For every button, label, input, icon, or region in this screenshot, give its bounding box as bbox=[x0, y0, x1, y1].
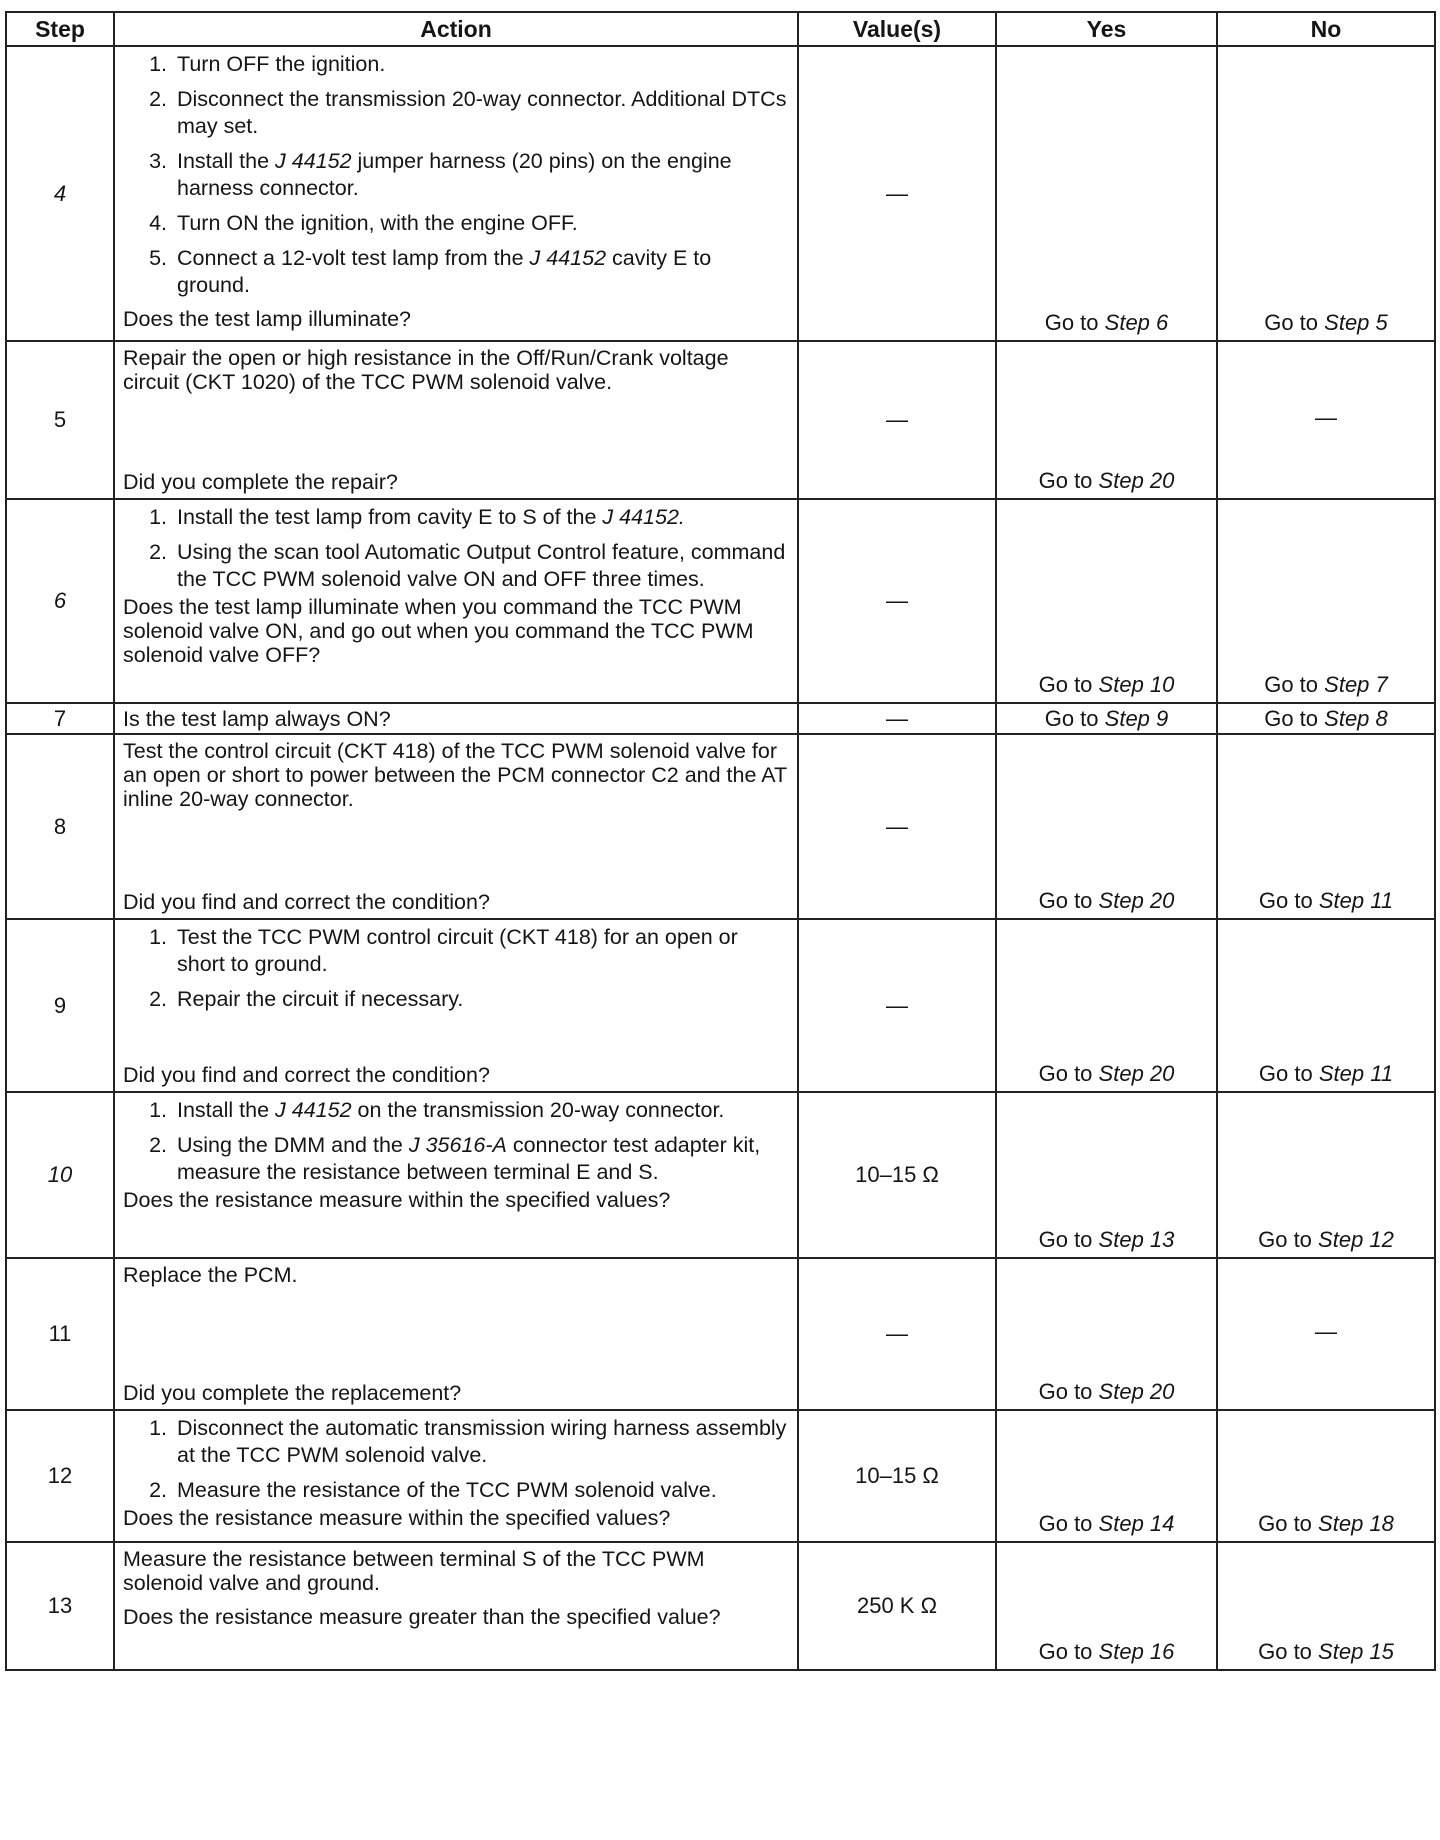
action-item: Connect a 12-volt test lamp from the J 44152 cavity E to ground. bbox=[177, 246, 712, 297]
step-number: 8 bbox=[6, 734, 114, 919]
table-row bbox=[6, 499, 1435, 703]
action-item: Using the scan tool Automatic Output Control feature, command the TCC PWM solenoid valve ON and OFF three times. bbox=[177, 540, 786, 591]
no-cell: Go to Step 11 bbox=[1217, 734, 1435, 919]
no-cell: Go to Step 15 bbox=[1217, 1542, 1435, 1670]
action-item: Measure the resistance of the TCC PWM solenoid valve. bbox=[177, 1478, 717, 1502]
value-cell: 250 K Ω bbox=[798, 1542, 996, 1670]
action-item: Test the TCC PWM control circuit (CKT 418) for an open or short to ground. bbox=[177, 925, 738, 976]
step-number: 13 bbox=[6, 1542, 114, 1670]
item-number: 2. bbox=[149, 1478, 167, 1502]
action-text: Repair the open or high resistance in the Off/Run/Crank voltage circuit (CKT 1020) of the TCC PWM solenoid valve. bbox=[123, 346, 729, 394]
question: Did you complete the repair? bbox=[123, 470, 398, 494]
question: Does the resistance measure within the specified values? bbox=[123, 1506, 671, 1530]
action-text: Replace the PCM. bbox=[123, 1263, 298, 1287]
header-step: Step bbox=[6, 12, 114, 46]
header-action: Action bbox=[114, 12, 798, 46]
yes-link[interactable]: Step 13 bbox=[1098, 1227, 1175, 1252]
no-link[interactable]: Step 12 bbox=[1318, 1227, 1394, 1252]
no-cell: — bbox=[1217, 341, 1435, 499]
no-link[interactable]: Step 8 bbox=[1324, 705, 1388, 731]
action-item: Install the J 44152 on the transmission 20-way connector. bbox=[177, 1098, 725, 1122]
action-cell bbox=[114, 734, 798, 919]
yes-cell: Go to Step 20 bbox=[996, 341, 1217, 499]
header-yes: Yes bbox=[996, 12, 1217, 46]
step-number: 7 bbox=[6, 703, 114, 734]
action-text: Measure the resistance between terminal S of the TCC PWM solenoid valve and ground. bbox=[123, 1547, 705, 1595]
header-row bbox=[6, 12, 1435, 46]
tool-number: J 44152 bbox=[275, 1098, 352, 1122]
diagnostic-table bbox=[5, 11, 1436, 1671]
no-cell: Go to Step 8 bbox=[1217, 703, 1435, 734]
item-number: 3. bbox=[149, 149, 167, 173]
tool-number: J 44152 bbox=[529, 246, 607, 270]
item-number: 4. bbox=[149, 211, 167, 235]
item-number: 2. bbox=[149, 987, 167, 1011]
diagnostic-table-page bbox=[5, 11, 1434, 1671]
question: Is the test lamp always ON? bbox=[123, 706, 391, 731]
action-cell bbox=[114, 1258, 798, 1410]
step-number: 5 bbox=[6, 341, 114, 499]
step-number: 11 bbox=[6, 1258, 114, 1410]
table-row bbox=[6, 46, 1435, 341]
yes-cell: Go to Step 20 bbox=[996, 734, 1217, 919]
no-link[interactable]: Step 11 bbox=[1318, 1061, 1394, 1086]
action-item: Install the J 44152 jumper harness (20 pins) on the engine harness connector. bbox=[177, 149, 732, 200]
action-cell bbox=[114, 499, 798, 703]
value-cell: — bbox=[798, 734, 996, 919]
item-number: 1. bbox=[149, 925, 167, 949]
question: Did you find and correct the condition? bbox=[123, 890, 490, 914]
header-values: Value(s) bbox=[798, 12, 996, 46]
action-cell bbox=[114, 1542, 798, 1670]
yes-cell: Go to Step 14 bbox=[996, 1410, 1217, 1542]
item-number: 2. bbox=[149, 540, 167, 564]
action-cell bbox=[114, 1092, 798, 1258]
tool-number: J 44152. bbox=[602, 505, 685, 529]
table-row bbox=[6, 703, 1435, 734]
item-number: 2. bbox=[149, 87, 167, 111]
action-cell bbox=[114, 46, 798, 341]
no-cell: — bbox=[1217, 1258, 1435, 1410]
no-link[interactable]: Step 5 bbox=[1324, 310, 1388, 335]
no-link[interactable]: Step 7 bbox=[1324, 672, 1388, 697]
item-number: 1. bbox=[149, 52, 167, 76]
value-cell: 10–15 Ω bbox=[798, 1092, 996, 1258]
action-item: Install the test lamp from cavity E to S of the J 44152. bbox=[177, 505, 685, 529]
action-cell bbox=[114, 341, 798, 499]
question: Did you complete the replacement? bbox=[123, 1381, 462, 1405]
step-number: 12 bbox=[6, 1410, 114, 1542]
table-row bbox=[6, 1258, 1435, 1410]
value-cell: — bbox=[798, 703, 996, 734]
no-cell: Go to Step 5 bbox=[1217, 46, 1435, 341]
yes-link[interactable]: Step 16 bbox=[1098, 1639, 1175, 1664]
table-row bbox=[6, 1092, 1435, 1258]
action-item: Repair the circuit if necessary. bbox=[177, 987, 464, 1011]
value-cell: — bbox=[798, 341, 996, 499]
action-cell bbox=[114, 1410, 798, 1542]
step-number: 6 bbox=[6, 499, 114, 703]
no-cell: Go to Step 12 bbox=[1217, 1092, 1435, 1258]
yes-link[interactable]: Step 14 bbox=[1098, 1511, 1175, 1536]
item-number: 1. bbox=[149, 505, 167, 529]
table-row bbox=[6, 734, 1435, 919]
yes-cell: Go to Step 10 bbox=[996, 499, 1217, 703]
question: Did you find and correct the condition? bbox=[123, 1063, 490, 1087]
value-cell: — bbox=[798, 919, 996, 1092]
action-cell bbox=[114, 919, 798, 1092]
tool-number: J 35616-A bbox=[408, 1133, 507, 1157]
action-item: Using the DMM and the J 35616-A connector test adapter kit, measure the resistance between terminal E and S. bbox=[177, 1133, 761, 1184]
value-cell: — bbox=[798, 1258, 996, 1410]
yes-link[interactable]: Step 9 bbox=[1104, 705, 1169, 731]
item-number: 1. bbox=[149, 1416, 167, 1440]
yes-cell: Go to Step 6 bbox=[996, 46, 1217, 341]
step-number: 4 bbox=[6, 46, 114, 341]
yes-link[interactable]: Step 20 bbox=[1098, 1379, 1175, 1404]
yes-cell: Go to Step 20 bbox=[996, 1258, 1217, 1410]
value-cell: 10–15 Ω bbox=[798, 1410, 996, 1542]
yes-cell: Go to Step 20 bbox=[996, 919, 1217, 1092]
no-cell: Go to Step 18 bbox=[1217, 1410, 1435, 1542]
action-item: Disconnect the automatic transmission wiring harness assembly at the TCC PWM solenoid valve. bbox=[177, 1416, 787, 1467]
no-link[interactable]: Step 15 bbox=[1318, 1639, 1394, 1664]
question: Does the test lamp illuminate? bbox=[123, 307, 412, 331]
action-item: Disconnect the transmission 20-way connector. Additional DTCs may set. bbox=[177, 87, 787, 138]
item-number: 1. bbox=[149, 1098, 167, 1122]
no-cell: Go to Step 7 bbox=[1217, 499, 1435, 703]
table-row bbox=[6, 1542, 1435, 1670]
question: Does the resistance measure greater than the specified value? bbox=[123, 1605, 721, 1629]
yes-link[interactable]: Step 20 bbox=[1098, 888, 1175, 913]
header-no: No bbox=[1217, 12, 1435, 46]
no-cell: Go to Step 11 bbox=[1217, 919, 1435, 1092]
item-number: 5. bbox=[149, 246, 167, 270]
table-row bbox=[6, 341, 1435, 499]
no-link[interactable]: Step 18 bbox=[1318, 1511, 1394, 1536]
action-item: Turn OFF the ignition. bbox=[177, 52, 386, 76]
yes-cell: Go to Step 13 bbox=[996, 1092, 1217, 1258]
action-item: Turn ON the ignition, with the engine OFF. bbox=[177, 211, 578, 235]
table-row bbox=[6, 1410, 1435, 1542]
step-number: 9 bbox=[6, 919, 114, 1092]
no-link[interactable]: Step 11 bbox=[1318, 888, 1394, 913]
value-cell: — bbox=[798, 46, 996, 341]
action-text: Test the control circuit (CKT 418) of the TCC PWM solenoid valve for an open or short to power between the PCM connector C2 and the AT inline 20-way connector. bbox=[123, 739, 787, 811]
table-row bbox=[6, 919, 1435, 1092]
item-number: 2. bbox=[149, 1133, 167, 1157]
yes-link[interactable]: Step 6 bbox=[1104, 310, 1169, 335]
step-number: 10 bbox=[6, 1092, 114, 1258]
yes-link[interactable]: Step 20 bbox=[1098, 1061, 1175, 1086]
value-cell: — bbox=[798, 499, 996, 703]
tool-number: J 44152 bbox=[275, 149, 352, 173]
yes-cell: Go to Step 9 bbox=[996, 703, 1217, 734]
yes-cell: Go to Step 16 bbox=[996, 1542, 1217, 1670]
action-cell bbox=[114, 703, 798, 734]
yes-link[interactable]: Step 10 bbox=[1098, 672, 1175, 697]
question: Does the resistance measure within the specified values? bbox=[123, 1188, 671, 1212]
question: Does the test lamp illuminate when you command the TCC PWM solenoid valve ON, and go out when you command the TCC PWM solenoid valve OFF? bbox=[123, 595, 754, 667]
yes-link[interactable]: Step 20 bbox=[1098, 468, 1175, 493]
